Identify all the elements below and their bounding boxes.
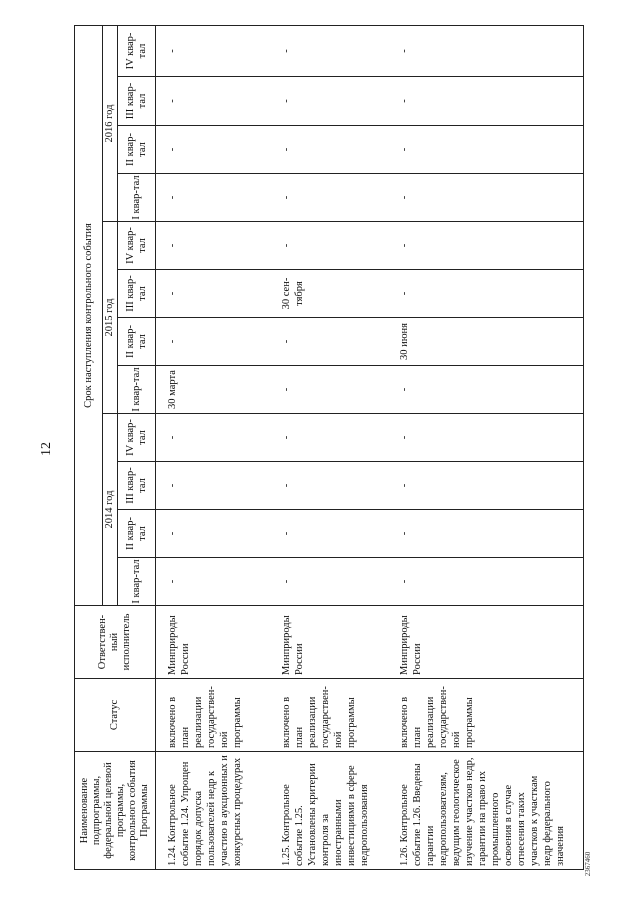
executor-cell: Минприроды России xyxy=(392,606,584,679)
header-year-2015: 2015 год xyxy=(103,222,118,414)
quarter-cell: - xyxy=(392,222,584,270)
header-quarter: IV квар-тал xyxy=(118,26,156,77)
quarter-cell: - xyxy=(274,558,392,606)
header-quarter: IV квар-тал xyxy=(118,414,156,462)
header-year-2014: 2014 год xyxy=(103,414,118,606)
quarter-cell: - xyxy=(156,558,274,606)
quarter-cell: 30 сен-тября xyxy=(274,270,392,318)
quarter-cell: - xyxy=(392,270,584,318)
quarter-cell: - xyxy=(392,510,584,558)
header-year-2016: 2016 год xyxy=(103,26,118,222)
header-quarter: I квар-тал xyxy=(118,558,156,606)
document-code: 2367460 xyxy=(584,851,592,877)
quarter-cell: - xyxy=(274,126,392,174)
quarter-cell: - xyxy=(156,510,274,558)
table-row xyxy=(274,26,392,870)
table-row xyxy=(156,26,274,870)
event-name-cell: 1.25. Контрольное событие 1.25. Установлены критерии контроля за иностранными инвестициями в сфере недропользования xyxy=(274,752,392,870)
header-status: Статус xyxy=(75,679,156,752)
status-cell: включено в план реализации государствен-ной программы xyxy=(274,679,392,752)
header-quarter: IV квар-тал xyxy=(118,222,156,270)
quarter-cell: - xyxy=(274,77,392,126)
quarter-cell: - xyxy=(274,462,392,510)
quarter-cell: - xyxy=(156,414,274,462)
quarter-cell: - xyxy=(392,126,584,174)
quarter-cell: - xyxy=(392,462,584,510)
quarter-cell: - xyxy=(392,366,584,414)
control-events-table xyxy=(74,25,584,870)
quarter-cell: - xyxy=(274,414,392,462)
quarter-cell: 30 июня xyxy=(392,318,584,366)
quarter-cell: - xyxy=(274,174,392,222)
quarter-cell: - xyxy=(156,270,274,318)
quarter-cell: - xyxy=(392,558,584,606)
status-cell: включено в план реализации государствен-ной программы xyxy=(392,679,584,752)
quarter-cell: - xyxy=(392,174,584,222)
header-quarter: I квар-тал xyxy=(118,174,156,222)
executor-cell: Минприроды России xyxy=(156,606,274,679)
header-quarter: II квар-тал xyxy=(118,510,156,558)
quarter-cell: - xyxy=(156,77,274,126)
header-quarter: I квар-тал xyxy=(118,366,156,414)
quarter-cell: - xyxy=(156,462,274,510)
header-quarter: II квар-тал xyxy=(118,126,156,174)
event-name-cell: 1.26. Контрольное событие 1.26. Введены гарантии недропользователям, ведущим геологическое изучение участков недр, гарантии на право их промышленного освоения в случае отнесения таких участков к участкам недр федерального значения xyxy=(392,752,584,870)
quarter-cell: - xyxy=(156,26,274,77)
header-quarter: III квар-тал xyxy=(118,462,156,510)
quarter-cell: - xyxy=(156,222,274,270)
quarter-cell: - xyxy=(156,318,274,366)
event-name-cell: 1.24. Контрольное событие 1.24. Упрощен порядок допуска пользователей недр к участию в аукционных и конкурсных процедурах xyxy=(156,752,274,870)
quarter-cell: 30 марта xyxy=(156,366,274,414)
executor-cell: Минприроды России xyxy=(274,606,392,679)
quarter-cell: - xyxy=(392,77,584,126)
header-executor: Ответствен-ный исполнитель xyxy=(75,606,156,679)
page-number: 12 xyxy=(39,442,54,456)
quarter-cell: - xyxy=(156,126,274,174)
table-row xyxy=(392,26,584,870)
status-cell: включено в план реализации государствен-ной программы xyxy=(156,679,274,752)
quarter-cell: - xyxy=(392,414,584,462)
quarter-cell: - xyxy=(156,174,274,222)
rotated-page-content xyxy=(74,25,620,870)
header-quarter: III квар-тал xyxy=(118,77,156,126)
header-name: Наименование подпрограммы, федеральной целевой программы, контрольного события Программы xyxy=(75,752,156,870)
quarter-cell: - xyxy=(274,26,392,77)
header-quarter: II квар-тал xyxy=(118,318,156,366)
quarter-cell: - xyxy=(274,510,392,558)
header-quarter: III квар-тал xyxy=(118,270,156,318)
header-term: Срок наступления контрольного события xyxy=(75,26,103,606)
quarter-cell: - xyxy=(274,366,392,414)
quarter-cell: - xyxy=(274,318,392,366)
quarter-cell: - xyxy=(274,222,392,270)
quarter-cell: - xyxy=(392,26,584,77)
